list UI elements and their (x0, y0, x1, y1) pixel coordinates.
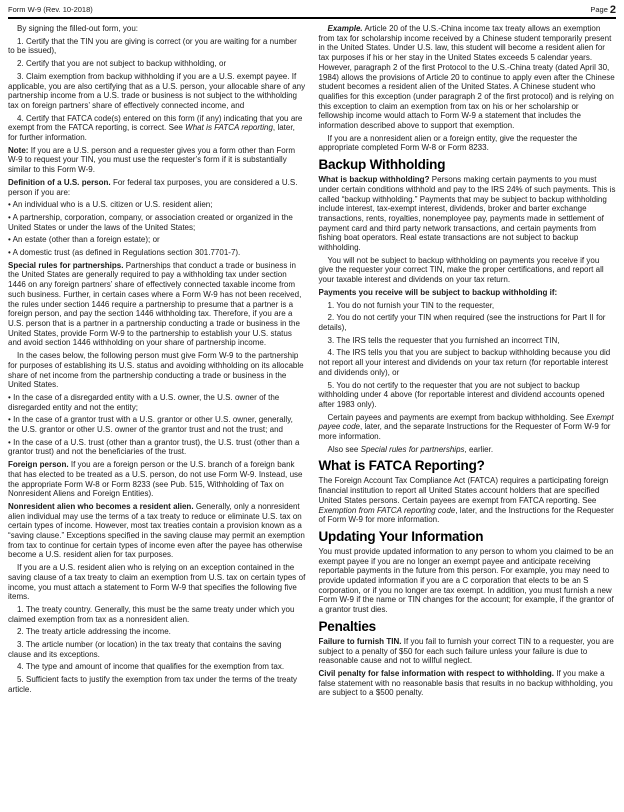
two-column-body (8, 24, 616, 701)
paragraph: 1. The treaty country. Generally, this must be the same treaty under which you claimed exemption from tax as a nonresident alien. (8, 604, 295, 624)
paragraph: Certain payees and payments are exempt from backup withholding. See Exempt payee code, later, and the separate Instructions for the Requester of Form W-9 for more information. (318, 412, 614, 442)
bullet-paragraph: • In the case of a disregarded entity with a U.S. owner, the U.S. owner of the disregarded entity and not the entity; (8, 392, 280, 412)
paragraph: 1. You do not furnish your TIN to the requester, (327, 300, 495, 310)
paragraph: If you are a U.S. resident alien who is relying on an exception contained in the saving clause of a tax treaty to claim an exemption from U.S. tax on certain types of income, you must attach a statement to Form W-9 that specifies the following five items. (8, 563, 306, 602)
paragraph: 2. The treaty article addressing the income. (17, 627, 171, 637)
paragraph: 4. Certify that FATCA code(s) entered on this form (if any) indicating that you are exempt from the FATCA reporting, is correct. See What is FATCA reporting, later, for further information. (8, 113, 303, 143)
paragraph: 1. Certify that the TIN you are giving is correct (or you are waiting for a number to be issued), (8, 36, 297, 56)
paragraph: If you are a nonresident alien or a foreign entity, give the requester the appropriate completed Form W-8 or Form 8233. (318, 133, 578, 153)
paragraph: You will not be subject to backup withholding on payments you receive if you give the requester your correct TIN, make the proper certifications, and report all your taxable interest and dividends on your tax return. (318, 255, 604, 285)
paragraph: Definition of a U.S. person. For federal tax purposes, you are considered a U.S. person if you are: (8, 177, 298, 197)
paragraph: Also see Special rules for partnerships, earlier. (327, 444, 494, 454)
paragraph: Foreign person. If you are a foreign person or the U.S. branch of a foreign bank that has elected to be treated as a U.S. person, do not use Form W-9. Instead, use the appropriate Form W-8 or Form 8233 (see Pub. 515, Withholding of Tax on Nonresident Aliens and Foreign Entities). (8, 460, 303, 499)
left-column (8, 24, 306, 701)
paragraph: 4. The type and amount of income that qualifies for the exemption from tax. (17, 662, 285, 672)
page-number (590, 5, 616, 15)
paragraph: You must provide updated information to any person to whom you claimed to be an exempt payee if you are no longer an exempt payee and anticipate receiving reportable payments in the future from this person. For example, you may need to provide updated information if you are a C corporation that elects to be an S corporation, or if you no longer are tax exempt. In addition, you must furnish a new Form W-9 if the name or TIN changes for the account; for example, if the grantor of a grantor trust dies. (318, 546, 614, 615)
page-number-value: 2 (609, 4, 616, 16)
paragraph: In the cases below, the following person must give Form W-9 to the partnership for purposes of establishing its U.S. status and avoiding withholding on its allocable share of net income from the partnership conducting a trade or business in the United States. (8, 351, 304, 390)
section-heading: Updating Your Information (318, 528, 484, 544)
paragraph: 3. Claim exemption from backup withholding if you are a U.S. exempt payee. If applicable, you are also certifying that as a U.S. person, your allocable share of any partnership income from a U.S. trade or business is not subject to the withholding tax on foreign partners’ share of effectively connected income, and (8, 71, 306, 110)
paragraph: 5. Sufficient facts to justify the exemption from tax under the terms of the treaty article. (8, 675, 298, 694)
paragraph: Example. Article 20 of the U.S.-China income tax treaty allows an exemption from tax for scholarship income received by a Chinese student temporarily present in the United States. Under U.S. law, this student will become a resident alien for tax purposes if his or her stay in the United States exceeds 5 calendar years. However, paragraph 2 of the first Protocol to the U.S.-China treaty (dated April 30, 1984) allows the provisions of Article 20 to continue to apply even after the Chinese student becomes a resident alien of the United States. A Chinese student who qualifies for this exception (under paragraph 2 of the first protocol) and is relying on this exception to claim an exemption from tax on his or her scholarship or fellowship income would attach to Form W-9 a statement that includes the information described above to support that exemption. (318, 24, 615, 131)
paragraph: 4. The IRS tells you that you are subject to backup withholding because you did not report all your interest and dividends on your tax return (for reportable interest and dividends only), or (318, 348, 611, 377)
paragraph: The Foreign Account Tax Compliance Act (FATCA) requires a participating foreign financial institution to report all United States account holders that are specified United States persons. Certain payees are exempt from FATCA reporting. See Exemption from FATCA reporting code, later, and the Instructions for the Requester of Form W-9 for more information. (318, 476, 614, 525)
right-column (319, 24, 617, 701)
paragraph: 2. Certify that you are not subject to backup withholding, or (17, 59, 227, 69)
bullet-paragraph: • A domestic trust (as defined in Regulations section 301.7701-7). (8, 248, 241, 258)
paragraph: Note: If you are a U.S. person and a requester gives you a form other than Form W-9 to request your TIN, you must use the requester’s form if it is substantially similar to this Form W-9. (8, 145, 296, 175)
bullet-paragraph: • In the case of a U.S. trust (other than a grantor trust), the U.S. trust (other than a grantor trust) and not the beneficiaries of the trust. (8, 437, 300, 457)
paragraph: Civil penalty for false information with respect to withholding. If you make a false statement with no reasonable basis that results in no backup withholding, you are subject to a $500 penalty. (318, 668, 613, 698)
paragraph: Special rules for partnerships. Partnerships that conduct a trade or business in the United States are generally required to pay a withholding tax under section 1446 on any foreign partners’ share of effectively connected taxable income from such business. Further, in certain cases where a Form W-9 has not been received, the rules under section 1446 require a partnership to presume that a partner is a foreign person, and pay the section 1446 withholding tax. Therefore, if you are a U.S. person that is a partner in a partnership conducting a trade or business in the United States, provide Form W-9 to the partnership to establish your U.S. status and avoid section 1446 withholding on your share of partnership income. (8, 260, 302, 348)
paragraph: 3. The article number (or location) in the tax treaty that contains the saving clause and its exceptions. (8, 640, 282, 659)
section-heading: Backup Withholding (318, 157, 446, 173)
paragraph: Nonresident alien who becomes a resident alien. Generally, only a nonresident alien individual may use the terms of a tax treaty to reduce or eliminate U.S. tax on certain types of income. However, most tax treaties contain a provision known as a “saving clause.” Exceptions specified in the saving clause may permit an exemption from tax to continue for certain types of income even after the payee has otherwise become a U.S. resident alien for tax purposes. (8, 501, 305, 560)
form-id: Form W-9 (Rev. 10-2018) (8, 5, 93, 14)
bullet-paragraph: • In the case of a grantor trust with a U.S. grantor or other U.S. owner, generally, the U.S. grantor or other U.S. owner of the grantor trust and not the trust; and (8, 415, 293, 435)
header-rule (8, 17, 616, 19)
paragraph: 5. You do not certify to the requester that you are not subject to backup withholding under 4 above (for reportable interest and dividend accounts opened after 1983 only). (318, 380, 605, 409)
paragraph: Failure to furnish TIN. If you fail to furnish your correct TIN to a requester, you are subject to a penalty of $50 for each such failure unless your failure is due to reasonable cause and not to willful neglect. (318, 636, 614, 666)
section-heading: What is FATCA Reporting? (318, 458, 485, 474)
bullet-paragraph: • A partnership, corporation, company, or association created or organized in the United States or under the laws of the United States; (8, 212, 293, 232)
paragraph: 2. You do not certify your TIN when required (see the instructions for Part II for details), (318, 313, 606, 332)
bullet-paragraph: • An estate (other than a foreign estate); or (8, 235, 160, 245)
page-header (8, 3, 616, 17)
paragraph: Payments you receive will be subject to backup withholding if: (318, 287, 558, 297)
paragraph: What is backup withholding? Persons making certain payments to you must under certain conditions withhold and pay to the IRS 24% of such payments. This is called “backup withholding.” Payments that may be subject to backup withholding include interest, tax-exempt interest, dividends, broker and barter exchange transactions, rents, royalties, nonemployee pay, payments made in settlement of payment card and third party network transactions, and certain payments from fishing boat operators. Real estate transactions are not subject to backup withholding. (318, 175, 616, 253)
page-label: Page (590, 5, 608, 14)
section-heading: Penalties (318, 618, 376, 634)
paragraph: 3. The IRS tells the requester that you furnished an incorrect TIN, (327, 335, 560, 345)
paragraph: By signing the filled-out form, you: (17, 24, 139, 33)
bullet-paragraph: • An individual who is a U.S. citizen or U.S. resident alien; (8, 200, 213, 210)
